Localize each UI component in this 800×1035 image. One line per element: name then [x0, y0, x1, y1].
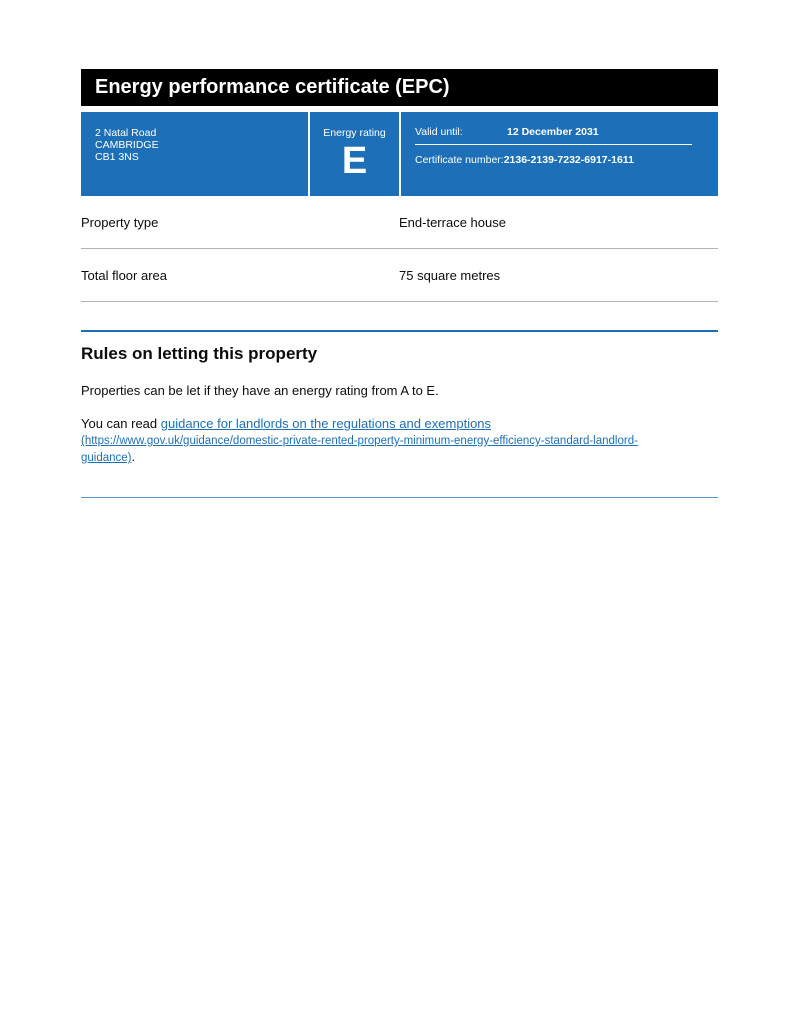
- guidance-link[interactable]: guidance for landlords on the regulations and exemptions: [160, 416, 492, 431]
- guidance-prefix: You can read: [81, 416, 161, 431]
- floor-area-value: 75 square metres: [399, 267, 501, 283]
- address-line-2: CAMBRIDGE: [95, 139, 159, 151]
- letting-rules-section: [81, 330, 718, 466]
- property-type-row: [81, 196, 718, 249]
- floor-area-row: [81, 249, 718, 302]
- valid-until-date: 12 December 2031: [507, 126, 599, 138]
- summary-panel: [81, 112, 718, 196]
- letting-rules-text: Properties can be let if they have an energy rating from A to E.: [81, 383, 439, 398]
- energy-rating-letter: E: [341, 140, 368, 182]
- guidance-suffix: .: [131, 449, 136, 464]
- address-line-3: CB1 3NS: [95, 151, 139, 163]
- certificate-number: 2136-2139-7232-6917-1611: [503, 154, 634, 166]
- property-type-label: Property type: [81, 214, 159, 230]
- epc-page: [81, 69, 718, 498]
- guidance-url-line-2[interactable]: guidance): [81, 452, 132, 464]
- page-title: Energy performance certificate (EPC): [81, 69, 718, 106]
- certificate-number-row: [415, 154, 692, 166]
- property-type-value: End-terrace house: [399, 214, 506, 230]
- address-line-1: 2 Natal Road: [95, 127, 157, 139]
- letting-rules-heading: Rules on letting this property: [81, 344, 318, 363]
- valid-until-row: [415, 126, 692, 145]
- section-divider: [81, 497, 718, 498]
- energy-rating-block: [310, 112, 399, 196]
- energy-rating-label: Energy rating: [323, 127, 386, 139]
- guidance-url-line-1[interactable]: (https://www.gov.uk/guidance/domestic-private-rented-property-minimum-energy-efficiency-standard-landlord-: [81, 435, 638, 447]
- valid-until-label: Valid until:: [415, 126, 463, 138]
- address-block: [81, 112, 308, 196]
- floor-area-label: Total floor area: [81, 267, 167, 283]
- certificate-number-label: Certificate number:: [415, 154, 504, 166]
- guidance-paragraph: [81, 416, 718, 466]
- certificate-info-block: [401, 112, 718, 196]
